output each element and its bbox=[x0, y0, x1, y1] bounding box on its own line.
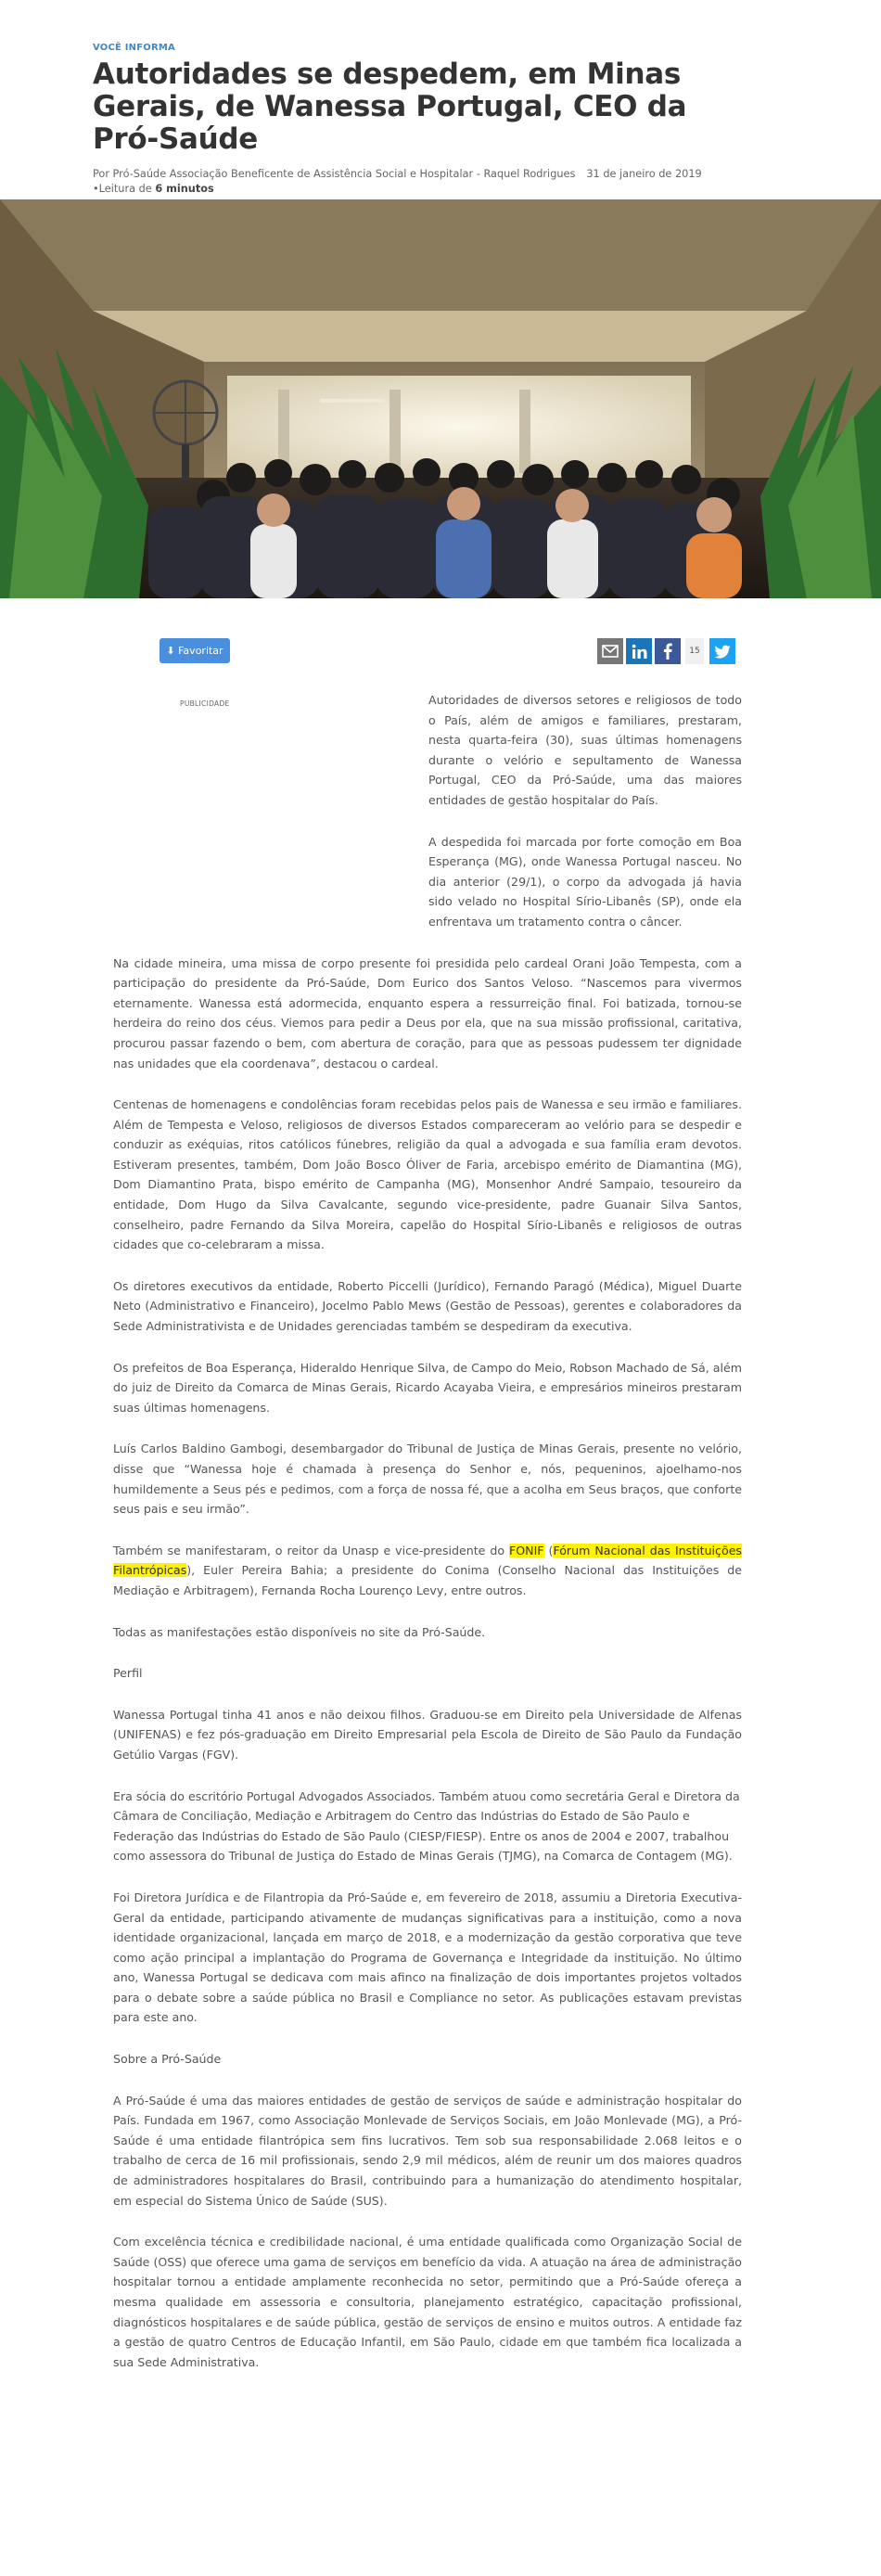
bullet-icon: • bbox=[93, 183, 99, 195]
text-span: ( bbox=[543, 1543, 554, 1557]
paragraph: A Pró-Saúde é uma das maiores entidades de gestão de serviços de saúde e administração hospitalar do País. Fundada em 1967, como Associação Monlevade de Serviços Sociais, em João Monlevade (MG), a Pró-Saúde é uma entidade filantrópica sem fins lucrativos. Tem sob sua responsabilidade 2.068 leitos e o trabalho de cerca de 16 mil profissionais, sendo 2,9 mil médicos, além de reunir um dos maiores quadros de administradores hospitalares do Brasil, contribuindo para a humanização do atendimento hospitalar, em especial do Sistema Único de Saúde (SUS). bbox=[113, 2093, 742, 2208]
hero-photo bbox=[0, 199, 881, 598]
favorite-button[interactable]: ⬇ Favoritar bbox=[160, 638, 230, 663]
text-span: Também se manifestaram, o reitor da Unasp e vice-presidente do bbox=[113, 1543, 510, 1557]
article-header bbox=[93, 43, 760, 197]
reading-time bbox=[93, 182, 760, 197]
email-icon bbox=[597, 638, 623, 664]
paragraph: Com excelência técnica e credibilidade nacional, é uma entidade qualificada como Organização Social de Saúde (OSS) que oferece uma gama de serviços em benefício da vida. A atuação na área de administração hospitalar tornou a entidade amplamente reconhecida no setor, permitindo que a Pró-Saúde ofereça a mesma qualidade em assessoria e consultoria, planejamento estratégico, capacitação profissional, diagnósticos hospitalares e de saúde pública, gestão de serviços de ensino e muitos outros. A entidade faz a gestão de quatro Centros de Educação Infantil, em São Paulo, cidade em que também fica localizada a sua Sede Administrativa. bbox=[113, 2235, 742, 2369]
paragraph: Todas as manifestações estão disponíveis no site da Pró-Saúde. bbox=[113, 1624, 486, 1639]
fonif-full-link[interactable]: Fórum Nacional das Instituições Filantrópicas bbox=[113, 1543, 742, 1578]
paragraph: Luís Carlos Baldino Gambogi, desembargador do Tribunal de Justiça de Minas Gerais, presente no velório, disse que “Wanessa hoje é chamada à presença do Senhor e, nós, pequeninos, ajoelhamo-nos humildemente a Seus pés e pedimos, com a força de nossa fé, que a acolha em Seus braços, que conforte seus pais e seu irmão”. bbox=[113, 1442, 742, 1517]
linkedin-icon bbox=[626, 638, 652, 664]
category-label[interactable]: VOCÊ INFORMA bbox=[93, 43, 175, 53]
paragraph: Os prefeitos de Boa Esperança, Hideraldo Henrique Silva, de Campo do Meio, Robson Machado de Sá, além do juiz de Direito da Comarca de Minas Gerais, Ricardo Acayaba Vieira, e empresários mineiros prestaram suas últimas homenagens. bbox=[113, 1360, 742, 1415]
paragraph bbox=[113, 1541, 742, 1601]
reading-time-value: 6 minutos bbox=[155, 183, 214, 195]
paragraph: Era sócia do escritório Portugal Advogados Associados. Também atuou como secretária Geral e Diretora da Câmara de Conciliação, Mediação e Arbitragem do Centro das Indústrias do Estado de São Paulo e Federação das Indústrias do Estado de São Paulo (CIESP/FIESP). Entre os anos de 2004 e 2007, trabalhou como assessora do Tribunal de Justiça do Estado de Minas Gerais (TJMG), na Comarca de Contagem (MG). bbox=[113, 1788, 740, 1864]
hero-image bbox=[0, 199, 881, 598]
paragraph: A despedida foi marcada por forte comoção em Boa Esperança (MG), onde Wanessa Portugal nasceu. No dia anterior (29/1), o corpo da advogada já havia sido velado no Hospital Sírio-Libanês (SP), onde ela enfrentava um tratamento contra o câncer. bbox=[428, 834, 742, 929]
article-body bbox=[113, 690, 742, 2393]
share-count: 15 bbox=[685, 638, 704, 664]
page-title: Autoridades se despedem, em Minas Gerais, de Wanessa Portugal, CEO da Pró-Saúde bbox=[93, 58, 687, 156]
share-bar bbox=[160, 638, 742, 664]
paragraph: Foi Diretora Jurídica e de Filantropia da Pró-Saúde e, em fevereiro de 2018, assumiu a Diretoria Executiva-Geral da entidade, participando ativamente de mudanças significativas para a instituição, como a nova identidade organizacional, lançada em março de 2018, e a modernização da gestão corporativa que teve como ação principal a implantação do Programa de Governança e Integridade da instituição. No último ano, Wanessa Portugal se dedicava com mais afinco na finalização de dois importantes projetos voltados para o debate sobre a saúde pública no Brasil e Compliance no setor. As publicações estavam previstas para este ano. bbox=[113, 1890, 742, 2025]
publish-date: 31 de janeiro de 2019 bbox=[586, 168, 702, 180]
paragraph: Na cidade mineira, uma missa de corpo presente foi presidida pelo cardeal Orani João Tempesta, com a participação do presidente da Pró-Saúde, Dom Eurico dos Santos Veloso. “Nascemos para vivermos eternamente. Wanessa está adormecida, enquanto espera a ressurreição final. Foi batizada, tornou-se herdeira do reino dos céus. Viemos para pedir a Deus por ela, que na sua missão profissional, caritativa, procurou passar fazendo o bem, com abertura de coração, para que as pessoas pudessem ter dignidade nas unidades que ela coordenava”, destacou o cardeal. bbox=[113, 955, 742, 1070]
text-span: ), Euler Pereira Bahia; a presidente do Conima (Conselho Nacional das Instituições de Mediação e Arbitragem), Fernanda Rocha Lourenço Levy, entre outros. bbox=[113, 1563, 742, 1597]
paragraph: Wanessa Portugal tinha 41 anos e não deixou filhos. Graduou-se em Direito pela Universidade de Alfenas (UNIFENAS) e fez pós-graduação em Direito Empresarial pela Escola de Direito de São Paulo da Fundação Getúlio Vargas (FGV). bbox=[113, 1707, 742, 1762]
facebook-icon bbox=[655, 638, 681, 664]
byline: Por Pró-Saúde Associação Beneficente de Assistência Social e Hospitalar - Raquel Rodrigues bbox=[93, 168, 576, 180]
paragraph: Centenas de homenagens e condolências foram recebidas pelos pais de Wanessa e seu irmão e familiares. Além de Tempesta e Veloso, religiosos de diversos Estados compareceram ao velório para se despedir e conduzir as exéquias, ritos católicos fúnebres, religião da qual a advogada e sua família eram devotos. Estiveram presentes, também, Dom João Bosco Óliver de Faria, arcebispo emérito de Diamantina (MG), Dom Diamantino Prata, bispo emérito de Campanha (MG), Monsenhor André Sampaio, tesoureiro da entidade, Dom Hugo da Silva Cavalcante, segundo vice-presidente, padre Guanair Silva Santos, conselheiro, padre Fernando da Silva Moreira, capelão do Hospital Sírio-Libanês e religiosos de outras cidades que co-celebraram a missa. bbox=[113, 1097, 742, 1252]
reading-prefix: Leitura de bbox=[98, 183, 152, 195]
section-heading-perfil: Perfil bbox=[113, 1666, 143, 1681]
paragraph: Autoridades de diversos setores e religiosos de todo o País, além de amigos e familiares, prestaram, nesta quarta-feira (30), suas últimas homenagens durante o velório e sepultamento de Wanessa Portugal, CEO da Pró-Saúde, uma das maiores entidades de gestão hospitalar do País. bbox=[428, 693, 742, 807]
email-share-button[interactable] bbox=[597, 638, 623, 664]
facebook-share-button[interactable] bbox=[655, 638, 681, 664]
twitter-icon bbox=[709, 638, 735, 664]
article-meta bbox=[93, 167, 760, 182]
linkedin-share-button[interactable] bbox=[626, 638, 652, 664]
twitter-share-button[interactable] bbox=[709, 638, 735, 664]
ad-label: PUBLICIDADE bbox=[180, 699, 230, 708]
fonif-link[interactable]: FONIF bbox=[509, 1543, 544, 1557]
paragraph: Os diretores executivos da entidade, Roberto Piccelli (Jurídico), Fernando Paragó (Médica), Miguel Duarte Neto (Administrativo e Financeiro), Jocelmo Pablo Mews (Gestão de Pessoas), gerentes e colaboradores da Sede Administrativista e de Unidades gerenciadas também se despediram da executiva. bbox=[113, 1278, 742, 1334]
section-heading-sobre: Sobre a Pró-Saúde bbox=[113, 2052, 222, 2067]
